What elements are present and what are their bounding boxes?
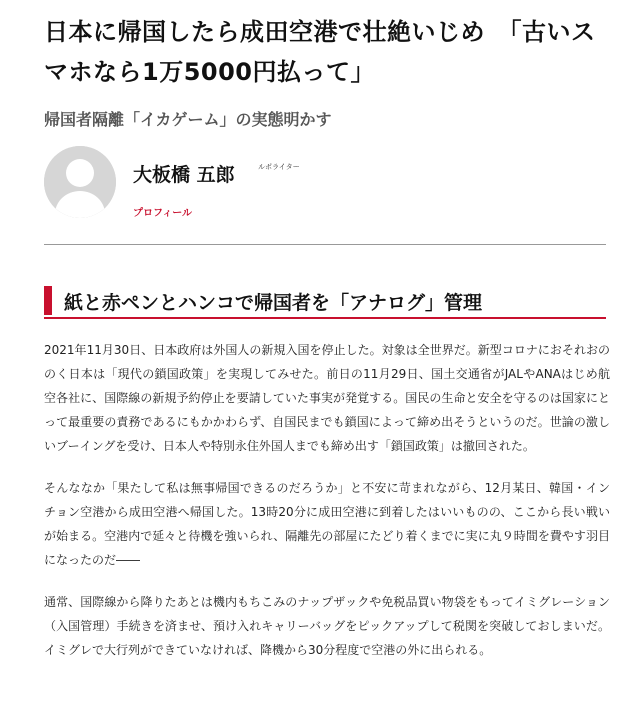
author-name: 大板橋 五郎 <box>133 164 235 186</box>
author-block <box>44 146 604 226</box>
article-body <box>44 338 610 680</box>
article-title: 日本に帰国したら成田空港で壮絶いじめ 「古いスマホなら1万5000円払って」 <box>44 18 596 86</box>
author-role: ルポライター <box>258 163 300 171</box>
section-heading-text: 紙と赤ペンとハンコで帰国者を「アナログ」管理 <box>64 292 483 314</box>
paragraph: 2021年11月30日、日本政府は外国人の新規入国を停止した。対象は全世界だ。新型コロナにおそれおののく日本は「現代の鎖国政策」を実現してみせた。前日の11月29日、国土交通省がJALやANAはじめ航空各社に、国際線の新規予約停止を要請していた事実が発覚する。国民の生命と安全を守るのは国家にとって最重要の責務であるにもかかわらず、自国民までも鎖国によって締め出そうというのだ。世論の激しいブーイングを受け、日本人や特別永住外国人までも締め出す「鎖国政策」は撤回された。 <box>44 343 610 453</box>
paragraph: 通常、国際線から降りたあとは機内もちこみのナップザックや免税品買い物袋をもってイミグレーション（入国管理）手続きを済ませ、預け入れキャリーバッグをピックアップして税関を突破しておしまいだ。イミグレで大行列ができていなければ、降機から30分程度で空港の外に出られる。 <box>44 595 610 657</box>
avatar <box>44 146 116 218</box>
user-silhouette-icon <box>44 146 116 218</box>
divider <box>44 244 606 245</box>
paragraph: そんななか「果たして私は無事帰国できるのだろうか」と不安に苛まれながら、12月某日、韓国・インチョン空港から成田空港へ帰国した。13時20分に成田空港に到着したはいいものの、ここから長い戦いが始まる。空港内で延々と待機を強いられ、隔離先の部屋にたどり着くまでに実に丸９時間を費やす羽目になったのだ―― <box>44 481 610 567</box>
article-subtitle: 帰国者隔離「イカゲーム」の実態明かす <box>44 110 332 129</box>
profile-link[interactable]: プロフィール <box>133 208 192 219</box>
section-heading-accent <box>44 286 52 315</box>
section-heading <box>44 285 606 319</box>
